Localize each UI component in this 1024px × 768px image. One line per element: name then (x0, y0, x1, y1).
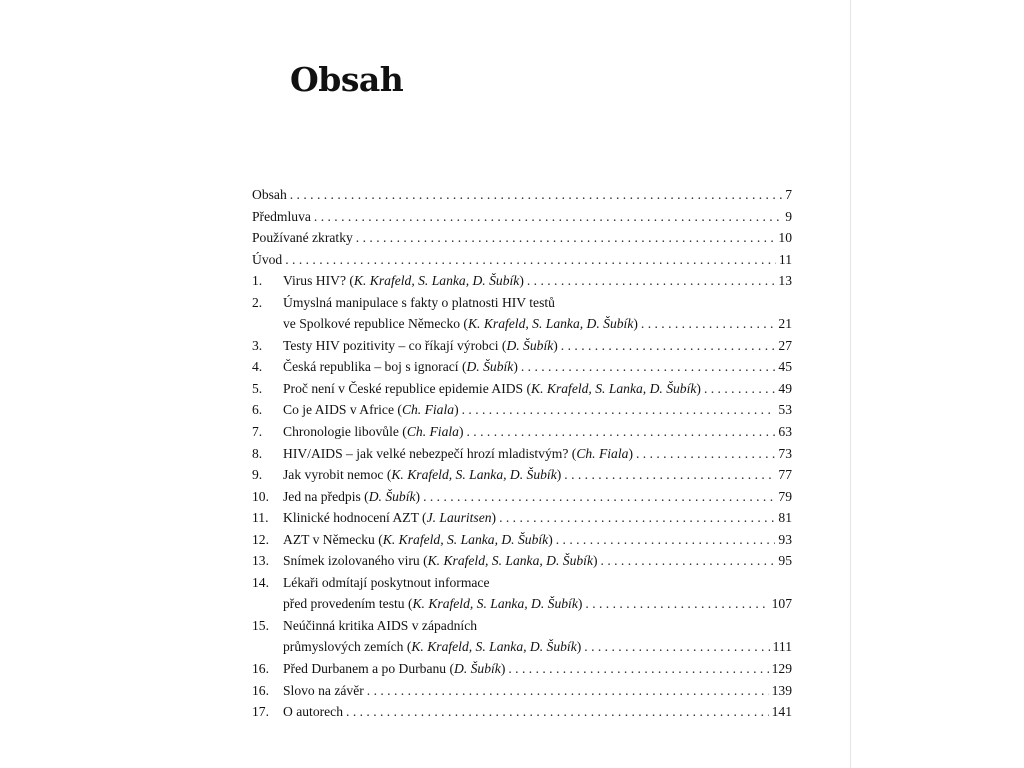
toc-entry-author: K. Krafeld, S. Lanka, D. Šubík (382, 531, 549, 547)
toc-entry-title-close: ) (458, 424, 464, 440)
toc-entry-number: 5. (252, 380, 263, 396)
toc-entry-number: 3. (252, 337, 263, 353)
page-title: Obsah (290, 60, 404, 100)
toc-entry (252, 615, 792, 637)
toc-entry-title-text: HIV/AIDS – jak velké nebezpečí hrozí mladistvým? ( (283, 445, 577, 461)
toc-entry-title-text: Jed na předpis ( (283, 488, 369, 504)
toc-entry-page: 111 (772, 639, 792, 655)
toc-entry-title (252, 184, 287, 206)
toc-dot-leader (508, 658, 768, 680)
toc-entry-title-close: ) (628, 445, 633, 461)
toc-dot-leader (556, 529, 776, 551)
toc-entry (252, 399, 792, 421)
toc-entry-author: J. Lauritsen (426, 510, 492, 526)
toc-entry-author: K. Krafeld, S. Lanka, D. Šubík (531, 380, 697, 396)
toc-entry-title-close: ) (513, 359, 518, 375)
toc-entry (252, 249, 792, 271)
toc-entry-title-text: Snímek izolovaného viru ( (283, 553, 428, 569)
toc-entry-title-text: průmyslových zemích ( (283, 639, 412, 655)
toc-entry-number: 6. (252, 402, 263, 418)
toc-entry-title (252, 227, 353, 249)
toc-entry (252, 378, 792, 400)
toc-entry-page: 27 (778, 337, 792, 353)
toc-entry (252, 529, 792, 551)
toc-entry-title-text: Česká republika – boj s ignorací ( (283, 359, 467, 375)
toc-entry-title-text: Používané zkratky (252, 230, 353, 246)
toc-entry-author: D. Šubík (368, 488, 416, 504)
toc-entry-number: 11. (252, 510, 269, 526)
toc-entry-author: Ch. Fiala (576, 445, 629, 461)
toc-entry-title (283, 615, 477, 637)
toc-entry-author: K. Krafeld, S. Lanka, D. Šubík (411, 639, 577, 655)
toc-dot-leader (601, 550, 776, 572)
toc-dot-leader (527, 270, 776, 292)
toc-entry-title-text: Neúčinná kritika AIDS v západních (283, 617, 478, 633)
toc-dot-leader (584, 636, 769, 658)
toc-entry-title-text: ve Spolkové republice Německo ( (283, 316, 468, 332)
toc-entry (252, 701, 792, 723)
toc-entry-page: 10 (778, 230, 792, 246)
toc-entry-number: 8. (252, 445, 263, 461)
toc-entry-title-text: Předmluva (252, 208, 311, 224)
toc-dot-leader (636, 443, 775, 465)
toc-entry-number: 2. (252, 294, 263, 310)
toc-entry (252, 658, 792, 680)
toc-entry-title (283, 486, 420, 508)
toc-entry-number: 1. (252, 273, 263, 289)
toc-entry-title-close: ) (519, 273, 524, 289)
toc-entry-title-text: Proč není v České republice epidemie AIDS ( (283, 380, 532, 396)
toc-entry-title-text: Před Durbanem a po Durbanu ( (283, 661, 455, 677)
toc-entry (252, 206, 792, 228)
toc-entry-title (283, 572, 490, 594)
toc-entry-author: Ch. Fiala (401, 402, 455, 418)
toc-dot-leader (285, 249, 776, 271)
toc-entry (252, 507, 792, 529)
toc-entry-title-text: Úvod (252, 251, 283, 267)
toc-entry (252, 184, 792, 206)
toc-entry-title-close: ) (633, 316, 638, 332)
toc-entry (252, 270, 792, 292)
page-edge-divider (850, 0, 851, 768)
toc-entry-page: 7 (785, 187, 792, 202)
toc-entry-title-text: Chronologie libovůle ( (283, 424, 407, 440)
toc-entry-title (283, 680, 364, 702)
toc-entry-number: 4. (252, 359, 263, 375)
toc-entry-title-text: Testy HIV pozitivity – co říkají výrobci ( (283, 337, 507, 353)
toc-entry-title-close: ) (592, 553, 598, 569)
toc-entry (252, 680, 792, 702)
toc-entry-author: D. Šubík (454, 661, 501, 677)
toc-entry-title (283, 378, 701, 400)
toc-entry-page: 95 (778, 553, 792, 569)
toc-entry-title (283, 593, 582, 615)
toc-entry-page: 73 (778, 445, 792, 461)
toc-entry-title (283, 529, 553, 551)
toc-entry-number: 13. (252, 553, 269, 569)
toc-dot-leader (290, 184, 782, 206)
toc-entry (252, 550, 792, 572)
toc-dot-leader (521, 356, 776, 378)
toc-entry-page: 13 (778, 273, 792, 289)
toc-entry-title-close: ) (500, 661, 506, 677)
toc-dot-leader (314, 206, 782, 228)
toc-entry-title (283, 636, 581, 658)
toc-entry-author: K. Krafeld, S. Lanka, D. Šubík (467, 316, 634, 332)
toc-entry-page: 53 (778, 402, 792, 418)
toc-entry-title-text: Obsah (252, 187, 287, 202)
toc-entry-title (252, 249, 282, 271)
toc-entry-page: 21 (778, 316, 792, 332)
toc-entry-title (252, 206, 311, 228)
toc-entry-page: 9 (785, 208, 792, 224)
toc-dot-leader (462, 399, 776, 421)
toc-dot-leader (423, 486, 775, 508)
toc-entry-title (283, 335, 558, 357)
toc-entry-title (283, 658, 505, 680)
toc-dot-leader (346, 701, 769, 723)
toc-dot-leader (467, 421, 776, 443)
toc-entry-author: K. Krafeld, S. Lanka, D. Šubík (353, 273, 520, 289)
toc-dot-leader (641, 313, 776, 335)
toc-entry-title-close: ) (553, 337, 558, 353)
toc-entry-title-close: ) (576, 639, 582, 655)
toc-entry-page: 81 (778, 510, 792, 526)
toc-entry (252, 227, 792, 249)
toc-entry-title-text: Lékaři odmítají poskytnout informace (283, 574, 490, 590)
toc-entry (252, 421, 792, 443)
toc-entry-title (283, 313, 638, 335)
toc-entry (252, 636, 792, 658)
toc-dot-leader (585, 593, 768, 615)
toc-entry-page: 129 (771, 661, 792, 677)
toc-entry-page: 45 (778, 359, 792, 375)
toc-dot-leader (704, 378, 775, 400)
toc-entry-title-close: ) (491, 510, 497, 526)
toc-entry-number: 16. (252, 682, 269, 698)
toc-entry-title (283, 464, 561, 486)
toc-entry-title (283, 270, 524, 292)
toc-entry-title-close: ) (577, 596, 583, 612)
toc-dot-leader (561, 335, 776, 357)
toc-entry-number: 15. (252, 617, 269, 633)
toc-entry-number: 14. (252, 574, 269, 590)
toc-entry-number: 12. (252, 531, 269, 547)
toc-entry-page: 139 (771, 682, 792, 698)
toc-entry-title-text: před provedením testu ( (283, 596, 413, 612)
toc-entry (252, 593, 792, 615)
toc-entry-page: 93 (778, 531, 792, 547)
toc-entry-number: 16. (252, 661, 269, 677)
toc-entry-title-text: Úmyslná manipulace s fakty o platnosti HIV testů (283, 294, 555, 310)
toc-entry-author: Ch. Fiala (406, 424, 459, 440)
toc-entry-page: 107 (771, 596, 792, 612)
toc-entry-title-text: AZT v Německu ( (283, 531, 383, 547)
toc-entry-title-close: ) (454, 402, 459, 418)
toc-entry-title (283, 701, 343, 723)
toc-entry-title (283, 292, 555, 314)
table-of-contents (252, 184, 792, 723)
toc-entry-author: K. Krafeld, S. Lanka, D. Šubík (391, 467, 557, 483)
toc-entry-number: 17. (252, 704, 269, 720)
toc-entry-title-text: O autorech (283, 704, 344, 720)
toc-entry-title (283, 507, 496, 529)
toc-dot-leader (564, 464, 775, 486)
toc-dot-leader (367, 680, 769, 702)
toc-entry-number: 7. (252, 424, 263, 440)
toc-entry-page: 63 (778, 424, 792, 440)
toc-entry (252, 292, 792, 314)
toc-entry-title-text: Co je AIDS v Africe ( (283, 402, 402, 418)
toc-entry-title (283, 356, 518, 378)
toc-entry-page: 49 (778, 380, 792, 396)
toc-entry-title-close: ) (548, 531, 553, 547)
toc-entry-title-close: ) (415, 488, 421, 504)
toc-entry-title (283, 399, 459, 421)
toc-dot-leader (499, 507, 775, 529)
toc-entry-title-text: Jak vyrobit nemoc ( (283, 467, 392, 483)
toc-entry-title (283, 550, 598, 572)
toc-entry-author: K. Krafeld, S. Lanka, D. Šubík (412, 596, 578, 612)
toc-entry-page: 77 (778, 467, 792, 483)
toc-entry-author: D. Šubík (506, 337, 554, 353)
toc-entry (252, 464, 792, 486)
toc-entry-number: 10. (252, 488, 269, 504)
toc-entry-title (283, 421, 464, 443)
toc-entry-title-text: Slovo na závěr (283, 682, 364, 698)
toc-entry (252, 486, 792, 508)
toc-entry-title-close: ) (556, 467, 562, 483)
toc-entry (252, 335, 792, 357)
toc-entry-title-close: ) (696, 380, 701, 396)
toc-entry-page: 141 (771, 704, 792, 720)
toc-entry-page: 79 (778, 488, 792, 504)
toc-entry-title-text: Klinické hodnocení AZT ( (283, 510, 427, 526)
toc-entry-author: K. Krafeld, S. Lanka, D. Šubík (427, 553, 593, 569)
toc-entry-page: 11 (778, 251, 792, 267)
toc-entry (252, 313, 792, 335)
toc-entry-title (283, 443, 633, 465)
toc-entry-title-text: Virus HIV? ( (283, 273, 354, 289)
toc-dot-leader (356, 227, 776, 249)
toc-entry (252, 572, 792, 594)
toc-entry (252, 443, 792, 465)
toc-entry-author: D. Šubík (466, 359, 514, 375)
toc-entry (252, 356, 792, 378)
toc-entry-number: 9. (252, 467, 263, 483)
